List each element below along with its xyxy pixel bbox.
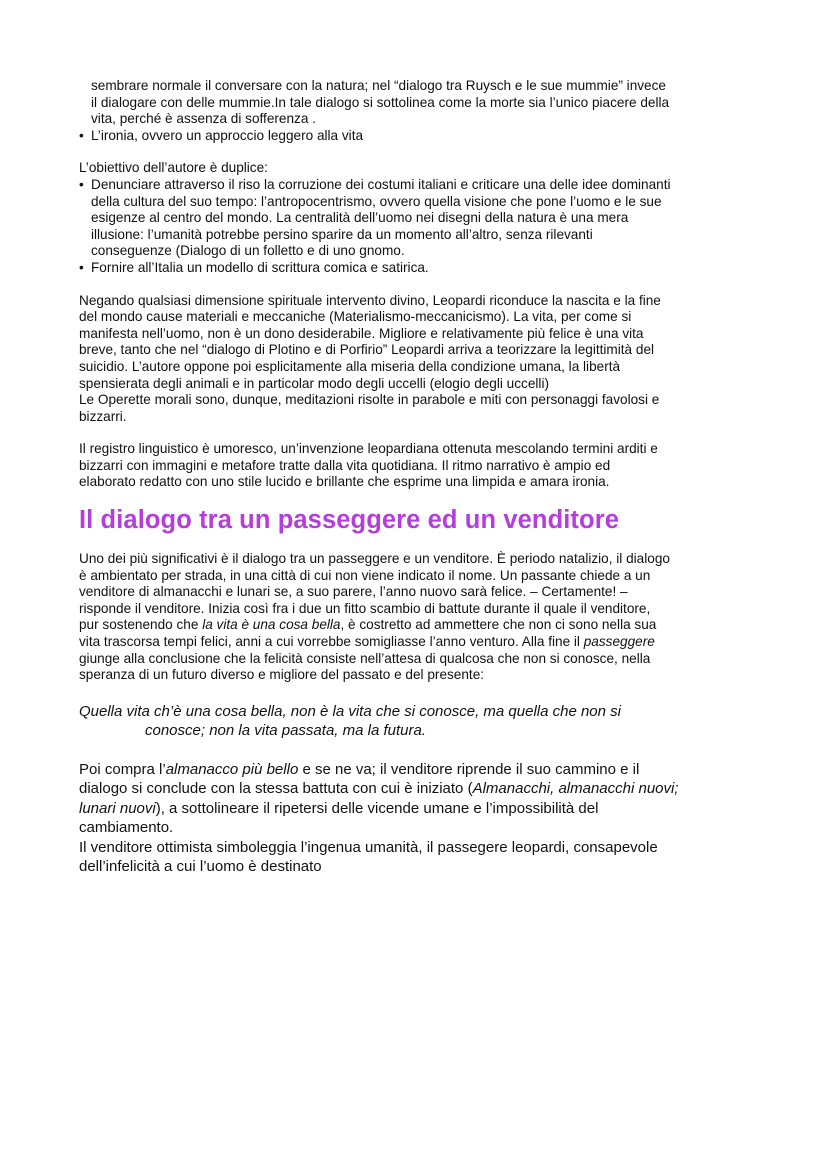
list-item: • Fornire all’Italia un modello di scrittura comica e satirica. [79,260,755,277]
paragraph-conclusione: Poi compra l’almanacco più bello e se ne va; il venditore riprende il suo cammino e il dialogo si conclude con la stessa battuta con cui è iniziato (Almanacchi, almanacchi nuovi; lunari nuovi), a sottolineare il ripetersi delle vicende umane e l’impossibilità del cambiamento. Il venditore ottimista simboleggia l’ingenua umanità, il passegere leopardi, consapevole dell’infelicità a cui l’uomo è destinato [79,760,679,876]
quote-line-2: conosce; non la vita passata, ma la futura. [145,721,426,739]
intro-continuation: sembrare normale il conversare con la natura; nel “dialogo tra Ruysch e le sue mummie” invece il dialogare con delle mummie.In tale dialogo si sottolinea come la morte sia l’unico piacere della vita, perché è assenza di sofferenza . [91,78,670,127]
bullet-list-ironia [79,128,755,145]
paragraph-registro: Il registro linguistico è umoresco, un’invenzione leopardiana ottenuta mescolando termini arditi e bizzarri con immagini e metafore tratte dalla vita quotidiana. Il ritmo narrativo è ampio ed elaborato redatto con uno stile lucido e brillante che esprime una limpida e amara ironia. [79,441,658,490]
quote-line-1: Quella vita ch’è una cosa bella, non è la vita che si conosce, ma quella che non si [79,702,621,720]
section-title: Il dialogo tra un passeggere ed un venditore [79,506,619,535]
list-item: • Denunciare attraverso il riso la corruzione dei costumi italiani e criticare una delle idee dominanti della cultura del suo tempo: l’antropocentrismo, ovvero quella visione che pone l’uomo e le sue esigenze al centro del mondo. La centralità dell’uomo nei disegni della natura è una mera illusione: l’umanità potrebbe persino sparire da un momento all’altro, senza rilevanti conseguenze (Dialogo di un folletto e di uno gnomo. [79,177,755,260]
quote-block [79,702,755,740]
paragraph-dialogo: Uno dei più significativi è il dialogo tra un passeggere e un venditore. È periodo natalizio, il dialogo è ambientato per strada, in una città di cui non viene indicato il nome. Un passante chiede a un venditore di almanacchi e lunari se, a suo parere, l’anno nuovo sarà felice. – Certamente! – risponde il venditore. Inizia così fra i due un fitto scambio di battute durante il quale il venditore, pur sostenendo che la vita è una cosa bella, è costretto ad ammettere che non ci sono nella sua vita trascorsa tempi felici, anni a cui vorrebbe somigliasse l’anno venturo. Alla fine il passeggere giunge alla conclusione che la felicità consiste nell’attesa di qualcosa che non si conosce, nella speranza di un futuro diverso e migliore del passato e del presente: [79,551,670,683]
obiettivo-intro: L’obiettivo dell’autore è duplice: [79,160,268,176]
obiettivo-list [79,177,755,277]
list-item: • L’ironia, ovvero un approccio leggero alla vita [79,128,755,145]
paragraph-leopardi: Negando qualsiasi dimensione spirituale intervento divino, Leopardi riconduce la nascita e la fine del mondo cause materiali e meccaniche (Materialismo-meccanicismo). La vita, per come si manifesta nell’uomo, non è un dono desiderabile. Migliore e relativamente più felice è una vita breve, tanto che nel “dialogo di Plotino e di Porfirio” Leopardi arriva a teorizzare la legittimità del suicidio. L’autore oppone poi esplicitamente alla miseria della condizione umana, la libertà spensierata degli animali e in particolar modo degli uccelli (elogio degli uccelli) Le Operette morali sono, dunque, meditazioni risolte in parabole e miti con personaggi favolosi e bizzarri. [79,292,661,424]
document-page [79,78,755,877]
